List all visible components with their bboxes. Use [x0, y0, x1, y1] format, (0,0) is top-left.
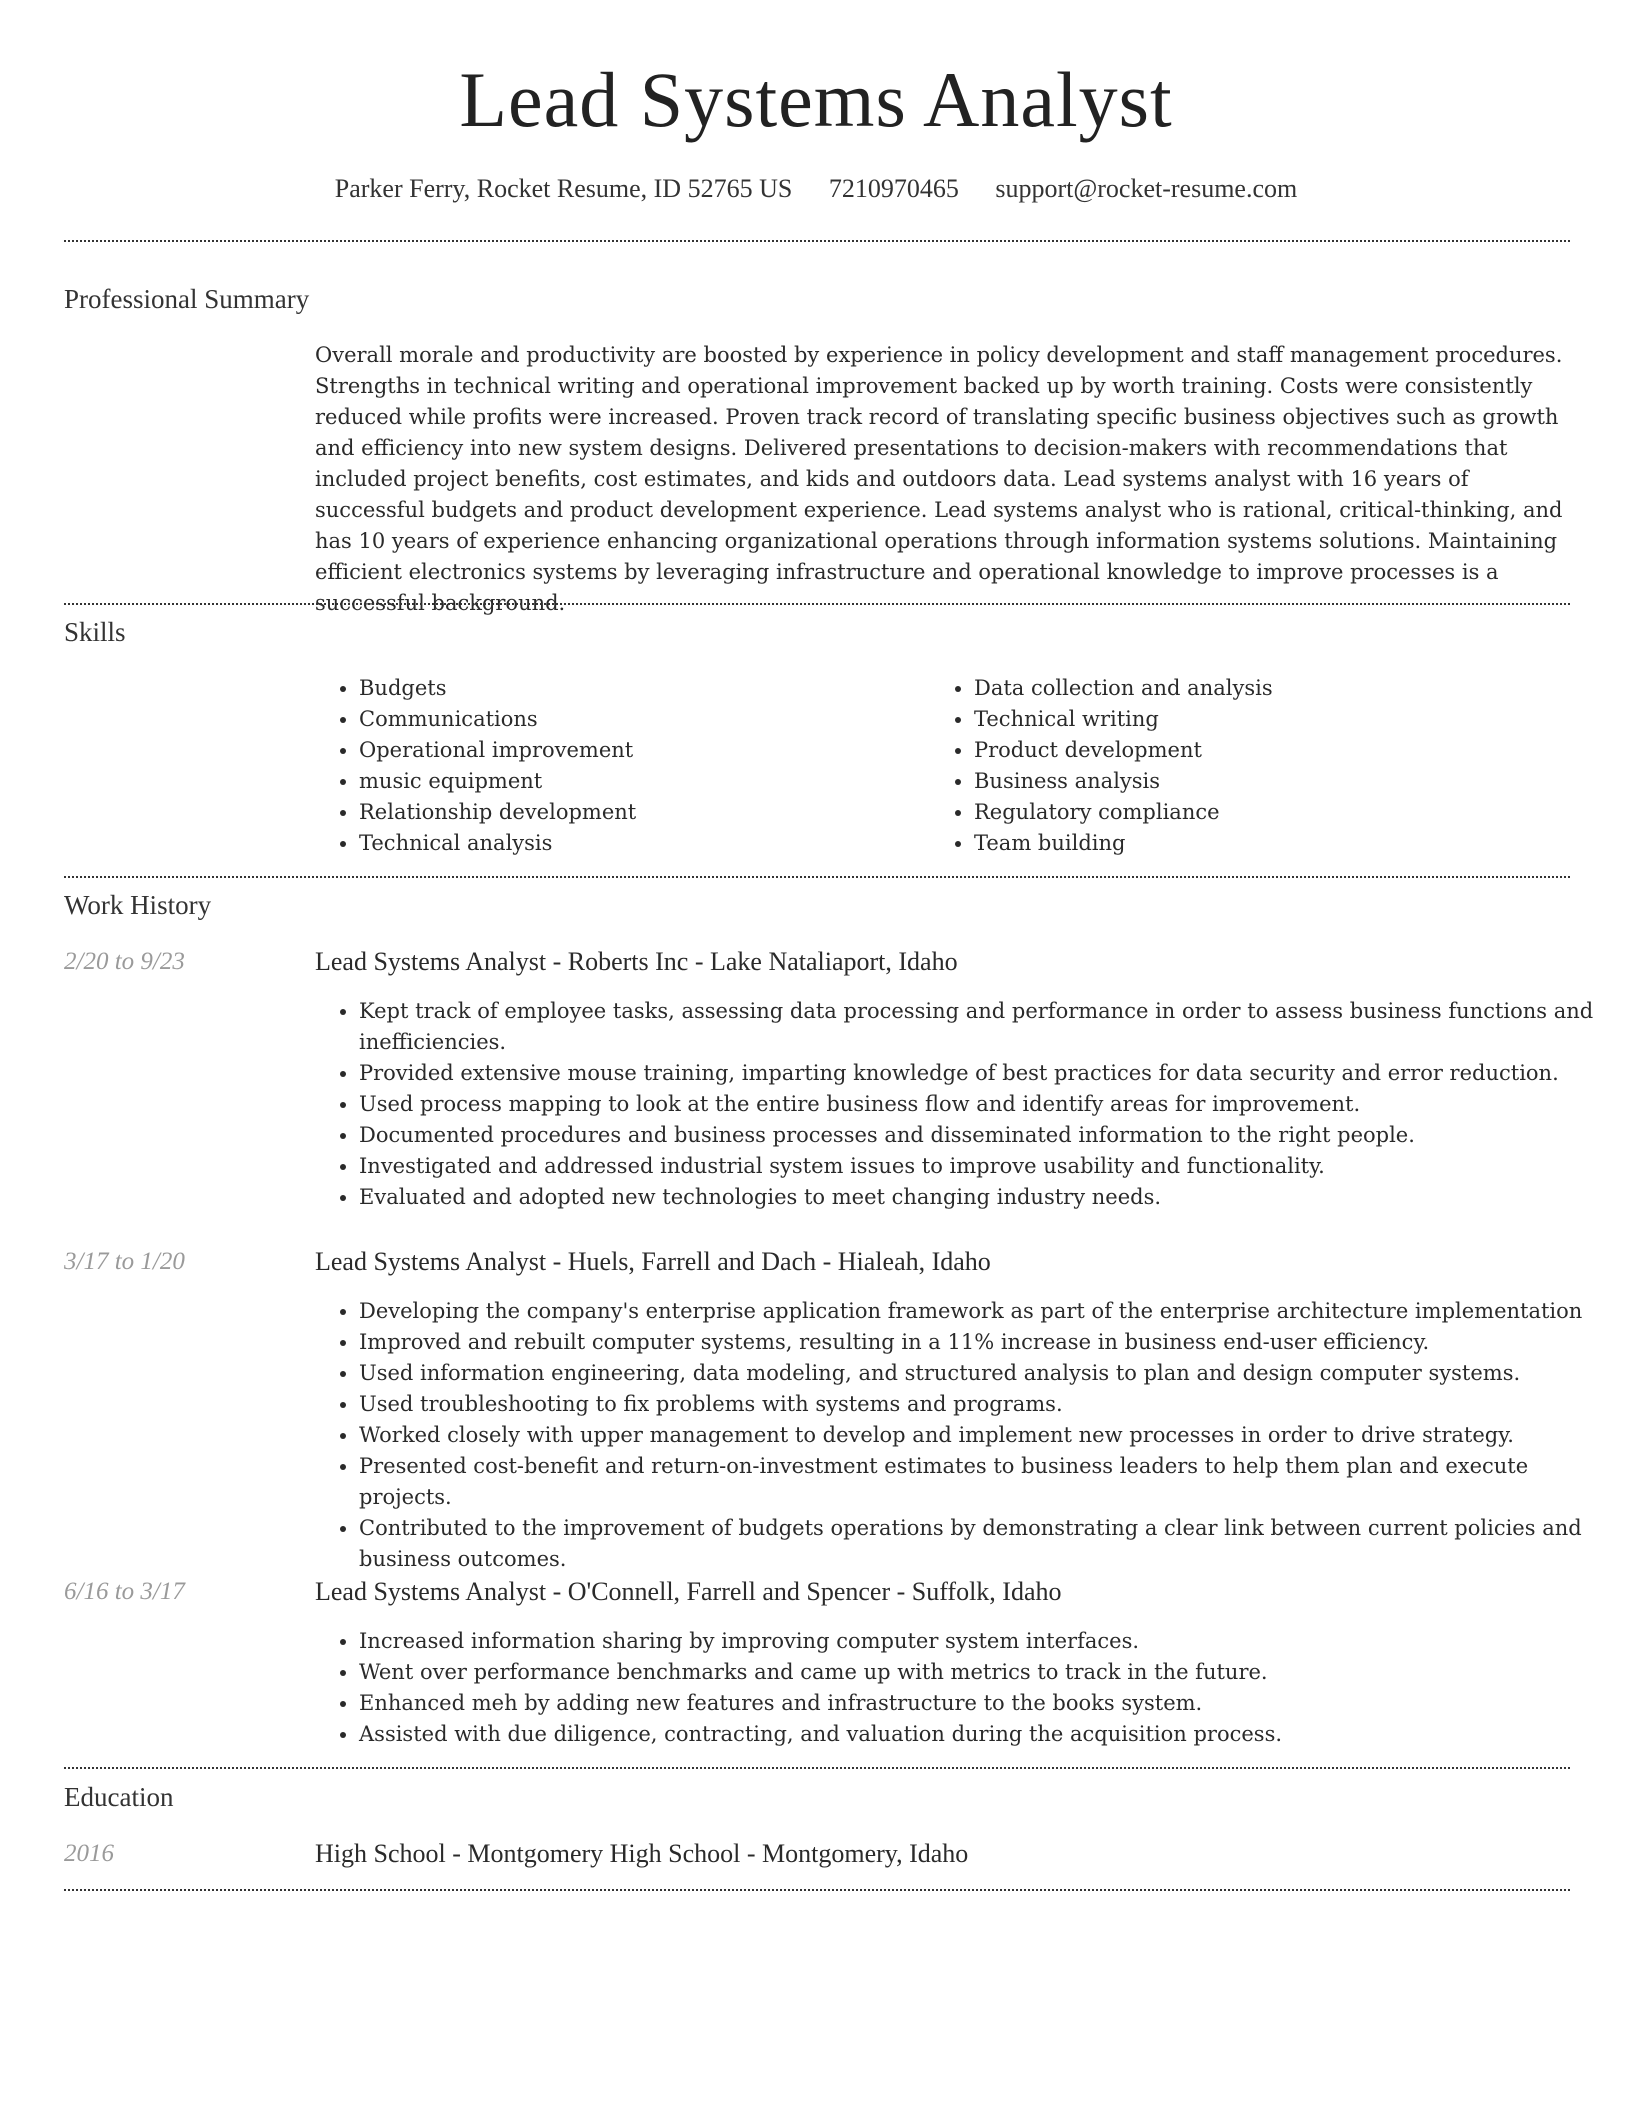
skill-item: • Data collection and analysis	[974, 673, 1574, 704]
skill-item: • Technical writing	[974, 704, 1574, 735]
job-bullet: • Used troubleshooting to fix problems with systems and programs.	[359, 1389, 1615, 1420]
job-heading: Lead Systems Analyst - Huels, Farrell and Dach - Hialeah, Idaho	[315, 1247, 991, 1276]
job-bullets	[315, 1626, 1615, 1750]
job-bullet: • Evaluated and adopted new technologies to meet changing industry needs.	[359, 1182, 1615, 1213]
divider	[64, 1767, 1570, 1769]
job-bullet: • Contributed to the improvement of budgets operations by demonstrating a clear link between current policies and business outcomes.	[359, 1513, 1615, 1575]
divider	[64, 603, 1570, 605]
skill-item: • Technical analysis	[359, 828, 919, 859]
job-bullet: • Provided extensive mouse training, imparting knowledge of best practices for data security and error reduction.	[359, 1058, 1615, 1089]
job-bullet: • Used process mapping to look at the entire business flow and identify areas for improvement.	[359, 1089, 1615, 1120]
job-bullet: • Assisted with due diligence, contracting, and valuation during the acquisition process.	[359, 1719, 1615, 1750]
job-bullet: • Went over performance benchmarks and came up with metrics to track in the future.	[359, 1657, 1615, 1688]
skill-item: • Relationship development	[359, 797, 919, 828]
contact-address: Parker Ferry, Rocket Resume, ID 52765 US	[334, 174, 793, 203]
job-bullet: • Investigated and addressed industrial system issues to improve usability and functionality.	[359, 1151, 1615, 1182]
section-title-skills: Skills	[64, 617, 126, 647]
job-dates: 6/16 to 3/17	[64, 1578, 185, 1605]
skill-item: • Regulatory compliance	[974, 797, 1574, 828]
education-heading: High School - Montgomery High School - Montgomery, Idaho	[315, 1839, 969, 1868]
job-dates: 3/17 to 1/20	[64, 1248, 185, 1275]
job-bullet: • Worked closely with upper management to develop and implement new processes in order to drive strategy.	[359, 1420, 1615, 1451]
divider	[64, 240, 1570, 242]
skill-item: • Budgets	[359, 673, 919, 704]
section-title-summary: Professional Summary	[64, 284, 310, 314]
skill-item: • music equipment	[359, 766, 919, 797]
job-bullet: • Kept track of employee tasks, assessing data processing and performance in order to assess business functions and inefficiencies.	[359, 996, 1615, 1058]
divider	[64, 1889, 1570, 1891]
divider	[64, 876, 1570, 878]
job-bullet: • Documented procedures and business processes and disseminated information to the right people.	[359, 1120, 1615, 1151]
section-title-work: Work History	[64, 890, 212, 920]
skill-item: • Communications	[359, 704, 919, 735]
job-bullet: • Presented cost-benefit and return-on-investment estimates to business leaders to help them plan and execute projects.	[359, 1451, 1615, 1513]
job-bullet: • Used information engineering, data modeling, and structured analysis to plan and design computer systems.	[359, 1358, 1615, 1389]
education-year: 2016	[64, 1840, 114, 1867]
contact-email: support@rocket-resume.com	[995, 174, 1298, 203]
job-heading: Lead Systems Analyst - O'Connell, Farrell and Spencer - Suffolk, Idaho	[315, 1577, 1062, 1606]
section-title-education: Education	[64, 1782, 174, 1812]
resume-name: Lead Systems Analyst	[459, 56, 1173, 143]
skill-item: • Business analysis	[974, 766, 1574, 797]
job-bullets	[315, 996, 1615, 1213]
job-bullet: • Developing the company's enterprise application framework as part of the enterprise architecture implementation	[359, 1296, 1615, 1327]
job-dates: 2/20 to 9/23	[64, 948, 185, 975]
contact-phone: 7210970465	[828, 174, 959, 203]
skill-item: • Product development	[974, 735, 1574, 766]
skill-item: • Team building	[974, 828, 1574, 859]
job-heading: Lead Systems Analyst - Roberts Inc - Lake Nataliaport, Idaho	[315, 947, 958, 976]
job-bullet: • Increased information sharing by improving computer system interfaces.	[359, 1626, 1615, 1657]
job-bullets	[315, 1296, 1615, 1575]
job-bullet: • Enhanced meh by adding new features and infrastructure to the books system.	[359, 1688, 1615, 1719]
skills-list-left	[315, 673, 919, 859]
job-bullet: • Improved and rebuilt computer systems, resulting in a 11% increase in business end-user efficiency.	[359, 1327, 1615, 1358]
summary-text: Overall morale and productivity are boosted by experience in policy development and staff management procedures. Strengths in technical writing and operational improvement backed up by worth training. Costs were consistently reduced while profits were increased. Proven track record of translating specific business objectives such as growth and efficiency into new system designs. Delivered presentations to decision-makers with recommendations that included project benefits, cost estimates, and kids and outdoors data. Lead systems analyst with 16 years of successful budgets and product development experience. Lead systems analyst who is rational, critical-thinking, and has 10 years of experience enhancing organizational operations through information systems solutions. Maintaining efficient electronics systems by leveraging infrastructure and operational knowledge to improve processes is a successful background.	[315, 343, 1563, 615]
contact-line	[0, 172, 1632, 206]
skills-list-right	[930, 673, 1574, 859]
skill-item: • Operational improvement	[359, 735, 919, 766]
